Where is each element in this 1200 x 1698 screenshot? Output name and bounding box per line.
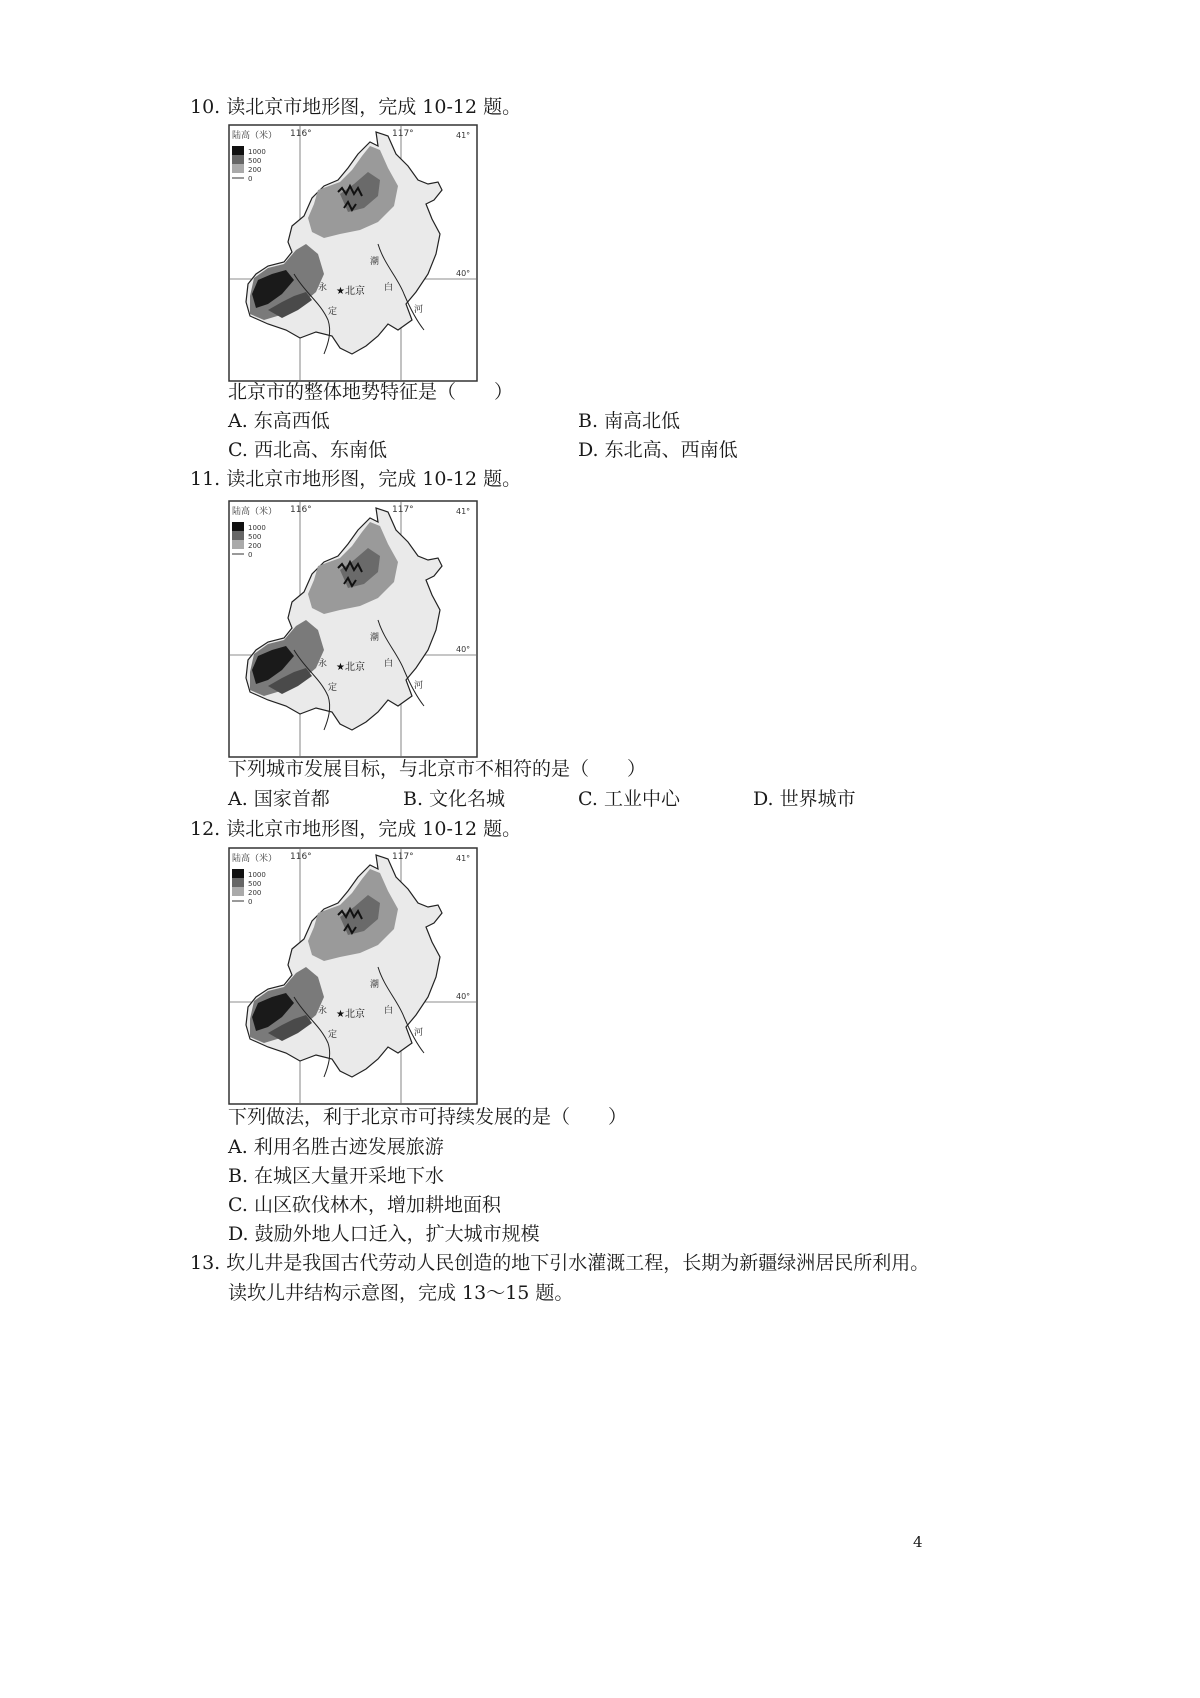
question-11-option-c: C. 工业中心 — [578, 788, 680, 810]
map-legend-level: 500 — [248, 533, 262, 541]
question-11-option-a: A. 国家首都 — [228, 788, 330, 810]
map-lat-label: 40° — [456, 992, 471, 1001]
map-legend-level: 500 — [248, 880, 262, 888]
question-12-prompt: 下列做法，利于北京市可持续发展的是（ ） — [228, 1106, 628, 1128]
beijing-terrain-map — [228, 500, 478, 758]
map-city-label: ★北京 — [336, 662, 365, 673]
map-legend-level: 1000 — [248, 871, 266, 879]
map-river-label: 定 — [328, 1030, 338, 1040]
question-10-option-d: D. 东北高、西南低 — [578, 439, 738, 461]
map-river-label: 永 — [318, 283, 328, 293]
map-river-label: 白 — [384, 283, 394, 293]
map-legend-level: 0 — [248, 551, 253, 559]
map-lon-label: 116° — [290, 852, 312, 862]
beijing-terrain-map — [228, 847, 478, 1105]
map-lon-label: 116° — [290, 505, 312, 515]
page-number: 4 — [913, 1533, 923, 1551]
map-lon-label: 116° — [290, 129, 312, 139]
map-river-label: 永 — [318, 659, 328, 669]
map-legend-title: 陆高（米） — [232, 854, 278, 864]
map-river-label: 潮 — [370, 980, 380, 990]
question-10-option-c: C. 西北高、东南低 — [228, 439, 387, 461]
map-legend-title: 陆高（米） — [232, 131, 278, 141]
map-lon-label: 117° — [392, 852, 414, 862]
question-13-stem-line2: 读坎儿井结构示意图，完成 13～15 题。 — [228, 1282, 574, 1304]
map-river-label: 潮 — [370, 633, 380, 643]
map-river-label: 河 — [414, 1028, 424, 1038]
map-legend-level: 200 — [248, 542, 262, 550]
question-10-option-a: A. 东高西低 — [228, 410, 330, 432]
map-legend-level: 500 — [248, 157, 262, 165]
map-legend-level: 200 — [248, 166, 262, 174]
map-river-label: 河 — [414, 681, 424, 691]
map-river-label: 白 — [384, 659, 394, 669]
question-11-prompt: 下列城市发展目标，与北京市不相符的是（ ） — [228, 758, 647, 780]
question-11-stem: 11. 读北京市地形图，完成 10-12 题。 — [190, 468, 522, 490]
question-10-prompt: 北京市的整体地势特征是（ ） — [228, 381, 514, 403]
map-lon-label: 117° — [392, 129, 414, 139]
map-river-label: 河 — [414, 305, 424, 315]
question-10-option-b: B. 南高北低 — [578, 410, 681, 432]
map-city-label: ★北京 — [336, 286, 365, 297]
map-lat-label: 40° — [456, 645, 471, 654]
map-legend-level: 1000 — [248, 524, 266, 532]
question-12-option-c: C. 山区砍伐林木，增加耕地面积 — [228, 1194, 501, 1216]
question-11-option-b: B. 文化名城 — [403, 788, 506, 810]
map-river-label: 定 — [328, 683, 338, 693]
map-legend-level: 0 — [248, 898, 253, 906]
map-river-label: 定 — [328, 307, 338, 317]
question-11-option-d: D. 世界城市 — [753, 788, 856, 810]
question-12-option-d: D. 鼓励外地人口迁入，扩大城市规模 — [228, 1223, 540, 1245]
map-lat-label: 41° — [456, 507, 471, 516]
question-10-stem: 10. 读北京市地形图，完成 10-12 题。 — [190, 96, 522, 118]
beijing-terrain-map — [228, 124, 478, 382]
map-legend-level: 1000 — [248, 148, 266, 156]
question-12-option-b: B. 在城区大量开采地下水 — [228, 1165, 445, 1187]
map-legend-level: 0 — [248, 175, 253, 183]
map-legend-title: 陆高（米） — [232, 507, 278, 517]
question-12-option-a: A. 利用名胜古迹发展旅游 — [228, 1136, 444, 1158]
map-lat-label: 41° — [456, 854, 471, 863]
question-12-stem: 12. 读北京市地形图，完成 10-12 题。 — [190, 818, 522, 840]
question-13-stem-line1: 13. 坎儿井是我国古代劳动人民创造的地下引水灌溉工程，长期为新疆绿洲居民所利用。 — [190, 1252, 930, 1274]
map-river-label: 永 — [318, 1006, 328, 1016]
map-lat-label: 40° — [456, 269, 471, 278]
map-river-label: 白 — [384, 1006, 394, 1016]
map-lat-label: 41° — [456, 131, 471, 140]
map-lon-label: 117° — [392, 505, 414, 515]
map-river-label: 潮 — [370, 257, 380, 267]
map-legend-level: 200 — [248, 889, 262, 897]
map-city-label: ★北京 — [336, 1009, 365, 1020]
